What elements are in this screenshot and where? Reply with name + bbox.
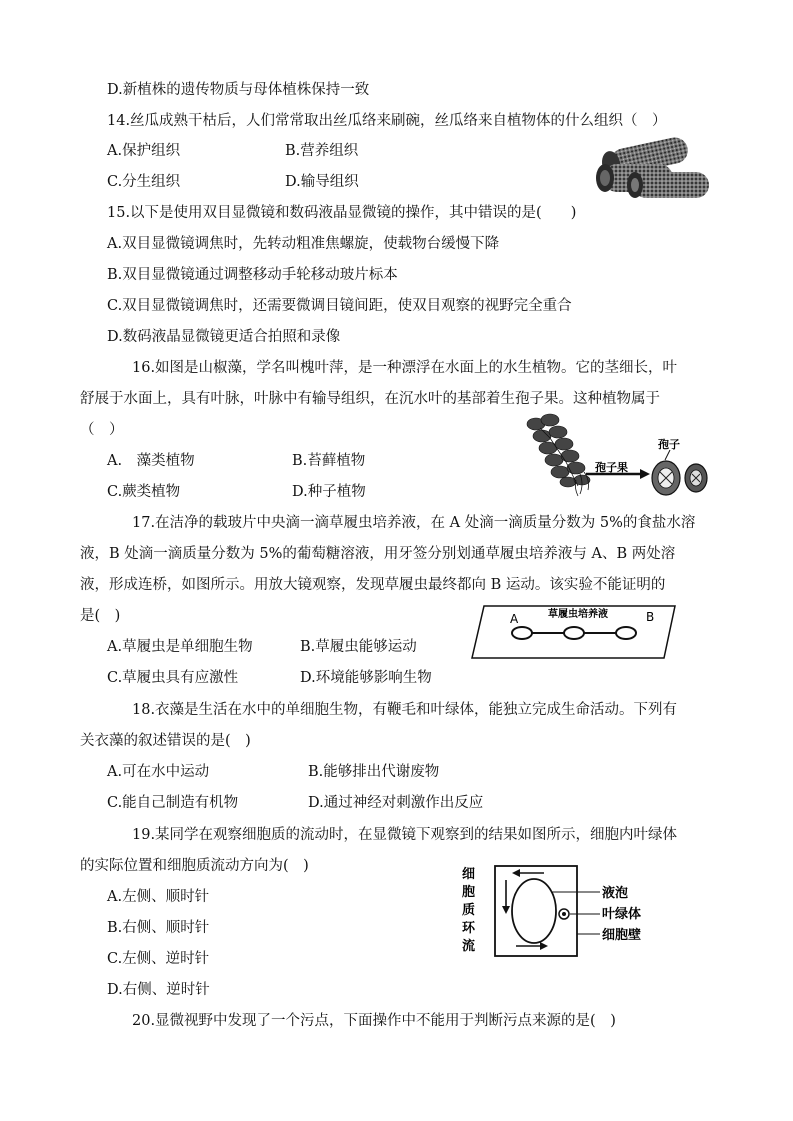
q19-option-d: D.右侧、逆时针 — [107, 982, 210, 998]
loofah-figure — [595, 134, 715, 202]
cell-wall-label: 细胞壁 — [602, 928, 642, 943]
q14-option-a: A.保护组织 — [107, 143, 181, 159]
q16-option-a: A. 藻类植物 — [107, 453, 195, 469]
point-b-label: B — [646, 610, 655, 624]
q14-option-c: C.分生组织 — [107, 174, 181, 190]
q15-option-c: C.双目显微镜调焦时，还需要微调目镜间距，使双目观察的视野完全重合 — [107, 298, 572, 314]
q15-option-a: A.双目显微镜调焦时，先转动粗准焦螺旋，使载物台缓慢下降 — [107, 236, 500, 252]
q16-stem-2: 舒展于水面上，具有叶脉，叶脉中有输导组织，在沉水叶的基部着生孢子果。这种植物属于 — [80, 391, 660, 407]
q18-option-d: D.通过神经对刺激作出反应 — [308, 795, 484, 811]
point-a-label: A — [510, 612, 519, 626]
q14-option-d: D.输导组织 — [285, 174, 359, 190]
q18-stem-1: 18.衣藻是生活在水中的单细胞生物，有鞭毛和叶绿体，能独立完成生命活动。下列有 — [132, 702, 678, 718]
paramecium-slide-figure — [470, 600, 678, 662]
q19-option-c: C.左侧、逆时针 — [107, 951, 210, 967]
q19-option-a: A.左侧、顺时针 — [107, 889, 210, 905]
salvinia-figure — [520, 410, 710, 500]
side-label-char: 质 — [462, 903, 476, 918]
cell-streaming-figure — [460, 862, 690, 962]
q14-option-b: B.营养组织 — [285, 143, 359, 159]
q19-option-b: B.右侧、顺时针 — [107, 920, 210, 936]
q20-stem: 20.显微视野中发现了一个污点，下面操作中不能用于判断污点来源的是( ) — [132, 1013, 616, 1029]
q17-option-c: C.草履虫具有应激性 — [107, 670, 239, 686]
q16-stem-1: 16.如图是山椒藻，学名叫槐叶萍，是一种漂浮在水面上的水生植物。它的茎细长，叶 — [132, 360, 678, 376]
culture-label: 草履虫培养液 — [548, 609, 608, 620]
spore-label: 孢子 — [658, 438, 680, 451]
q17-stem-1: 17.在洁净的载玻片中央滴一滴草履虫培养液，在 A 处滴一滴质量分数为 5%的食盐水溶 — [132, 515, 696, 531]
chloroplast-label: 叶绿体 — [602, 907, 642, 922]
q15-stem: 15.以下是使用双目显微镜和数码液晶显微镜的操作，其中错误的是( ) — [107, 205, 577, 221]
q16-stem-3: （ ） — [80, 422, 124, 438]
q15-option-b: B.双目显微镜通过调整移动手轮移动玻片标本 — [107, 267, 398, 283]
q14-stem: 14.丝瓜成熟干枯后，人们常常取出丝瓜络来刷碗，丝瓜络来自植物体的什么组织（ ） — [107, 113, 667, 129]
q16-option-b: B.苔藓植物 — [292, 453, 366, 469]
q17-option-d: D.环境能够影响生物 — [300, 670, 432, 686]
q17-stem-3: 液，形成连桥，如图所示。用放大镜观察，发现草履虫最终都向 B 运动。该实验不能证明的 — [80, 577, 666, 593]
side-label-char: 流 — [462, 939, 476, 954]
q16-option-d: D.种子植物 — [292, 484, 366, 500]
side-label-char: 环 — [462, 921, 476, 936]
q18-option-c: C.能自己制造有机物 — [107, 795, 239, 811]
q19-stem-1: 19.某同学在观察细胞质的流动时，在显微镜下观察到的结果如图所示，细胞内叶绿体 — [132, 827, 678, 843]
q18-option-a: A.可在水中运动 — [107, 764, 210, 780]
q15-option-d: D.数码液晶显微镜更适合拍照和录像 — [107, 329, 341, 345]
q16-option-c: C.蕨类植物 — [107, 484, 181, 500]
q17-stem-4: 是( ) — [80, 608, 121, 624]
q17-option-a: A.草履虫是单细胞生物 — [107, 639, 253, 655]
side-label-char: 细 — [462, 867, 476, 882]
sporocarp-label: 孢子果 — [595, 461, 628, 474]
q17-option-b: B.草履虫能够运动 — [300, 639, 417, 655]
side-label-char: 胞 — [462, 885, 476, 900]
q18-option-b: B.能够排出代谢废物 — [308, 764, 440, 780]
q19-stem-2: 的实际位置和细胞质流动方向为( ) — [80, 858, 309, 874]
q17-stem-2: 液，B 处滴一滴质量分数为 5%的葡萄糖溶液，用牙签分别划通草履虫培养液与 A、B 两处溶 — [80, 546, 676, 562]
q13-option-d: D.新植株的遗传物质与母体植株保持一致 — [107, 82, 370, 98]
vacuole-label: 液泡 — [602, 886, 629, 901]
q18-stem-2: 关衣藻的叙述错误的是( ) — [80, 733, 251, 749]
